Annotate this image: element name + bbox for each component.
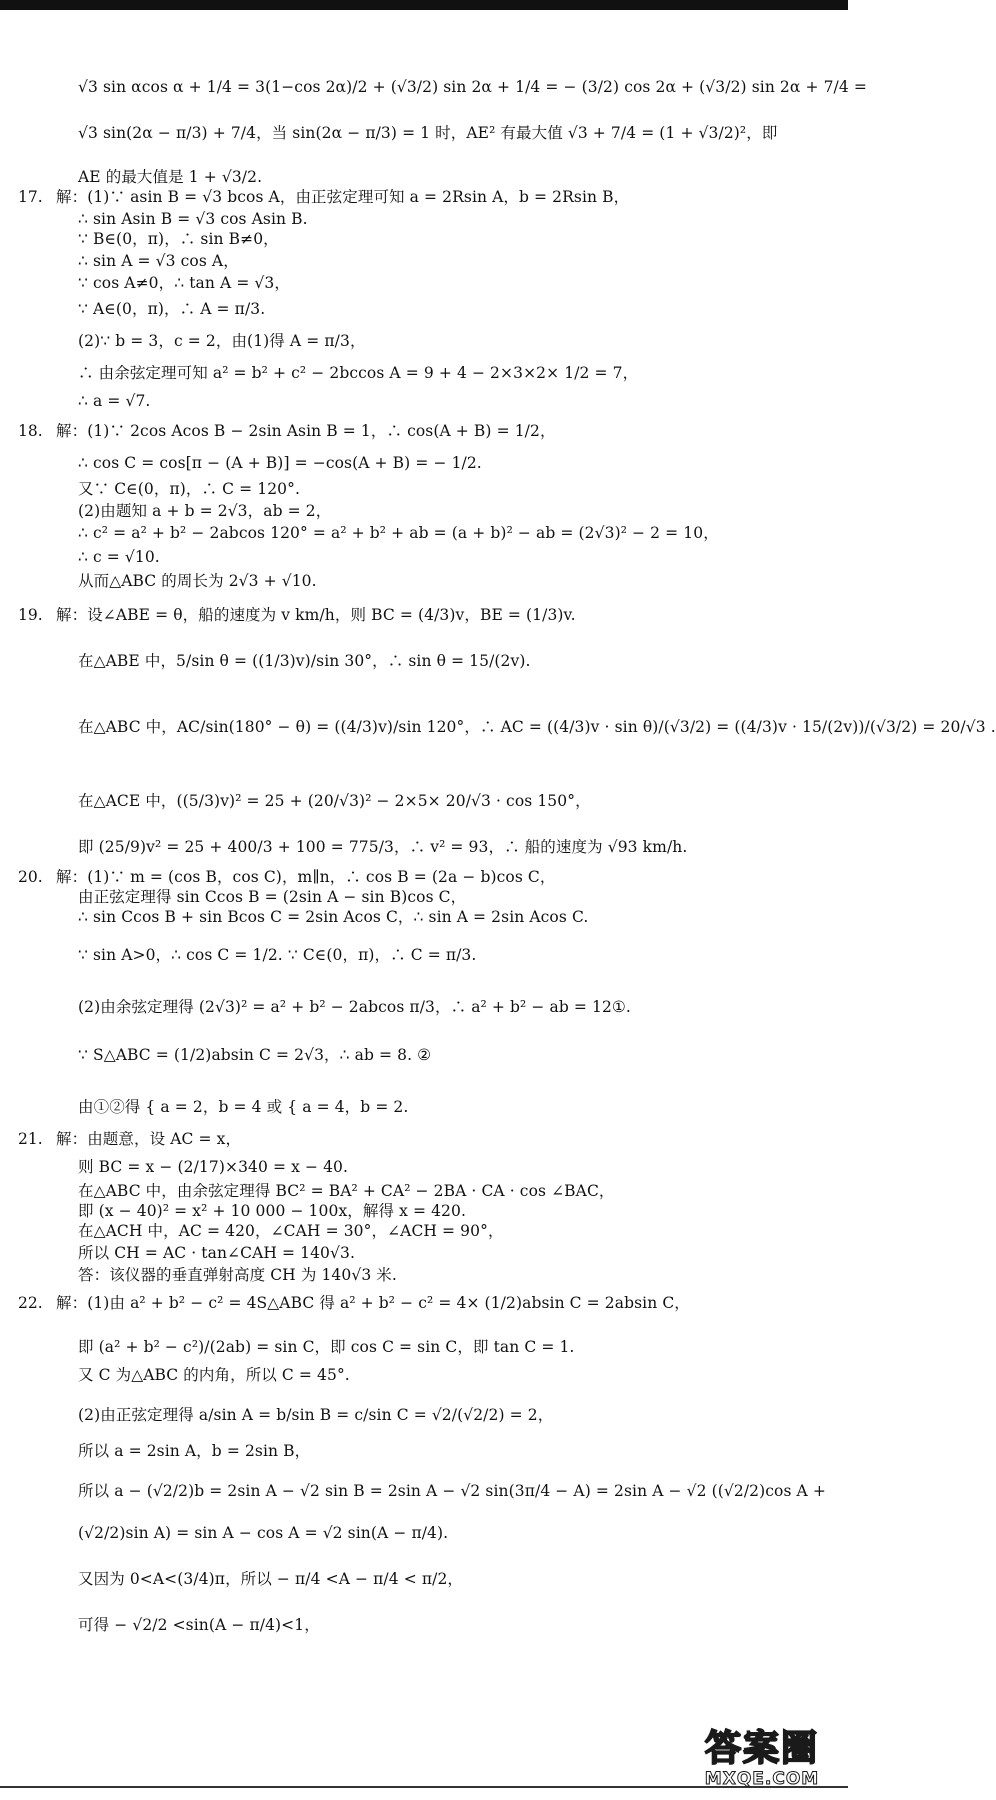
text-line: 解：(1)∵ 2cos Acos B − 2sin Asin B = 1，∴ cos(A + B) = 1/2， — [56, 422, 556, 440]
text-line: 又∵ C∈(0，π)，∴ C = 120°. — [78, 480, 300, 498]
text-line: ∴ sin A = √3 cos A， — [78, 252, 239, 270]
text-line: ∴ c² = a² + b² − 2abcos 120° = a² + b² + ab = (a + b)² − ab = (2√3)² − 2 = 10， — [78, 524, 719, 542]
text-line: 解：(1)∵ asin B = √3 bcos A，由正弦定理可知 a = 2Rsin A，b = 2Rsin B， — [56, 188, 630, 206]
problem-number: 17. — [18, 188, 43, 206]
text-line: (2)由题知 a + b = 2√3，ab = 2， — [78, 502, 332, 520]
text-line: 解：设∠ABE = θ，船的速度为 v km/h，则 BC = (4/3)v，BE = (1/3)v. — [56, 606, 576, 624]
text-line: 解：由题意，设 AC = x， — [56, 1130, 242, 1148]
text-line: ∵ A∈(0，π)，∴ A = π/3. — [78, 300, 266, 318]
text-line: (2)∵ b = 3，c = 2，由(1)得 A = π/3， — [78, 332, 366, 350]
text-line: 所以 CH = AC · tan∠CAH = 140√3. — [78, 1244, 355, 1262]
problem-number: 21. — [18, 1130, 43, 1148]
text-line: 答：该仪器的垂直弹射高度 CH 为 140√3 米. — [78, 1266, 397, 1284]
problem-number: 20. — [18, 868, 43, 886]
text-line: ∴ c = √10. — [78, 548, 160, 566]
text-line: 则 BC = x − (2/17)×340 = x − 40. — [78, 1158, 349, 1176]
text-line: 在△ABC 中，AC/sin(180° − θ) = ((4/3)v)/sin 120°，∴ AC = ((4/3)v · sin θ)/(√3/2) = ((4/3)v · 15/(2v))/(√3/2) = 20/√3 . — [78, 718, 996, 736]
text-line: ∴ a = √7. — [78, 392, 151, 410]
text-line: 即 (25/9)v² = 25 + 400/3 + 100 = 775/3，∴ v² = 93，∴ 船的速度为 √93 km/h. — [78, 838, 688, 856]
text-line: 即 (x − 40)² = x² + 10 000 − 100x，解得 x = 420. — [78, 1202, 467, 1220]
text-line: √3 sin(2α − π/3) + 7/4，当 sin(2α − π/3) = 1 时，AE² 有最大值 √3 + 7/4 = (1 + √3/2)²，即 — [78, 124, 778, 142]
text-line: 即 (a² + b² − c²)/(2ab) = sin C，即 cos C = sin C，即 tan C = 1. — [78, 1338, 575, 1356]
text-line: ∴ sin Ccos B + sin Bcos C = 2sin Acos C，∴ sin A = 2sin Acos C. — [78, 908, 589, 926]
text-line: 在△ACH 中，AC = 420，∠CAH = 30°，∠ACH = 90°， — [78, 1222, 504, 1240]
text-line: (2)由正弦定理得 a/sin A = b/sin B = c/sin C = √2/(√2/2) = 2， — [78, 1406, 554, 1424]
text-line: ∵ S△ABC = (1/2)absin C = 2√3，∴ ab = 8. ② — [78, 1046, 432, 1064]
text-line: ∴ sin Asin B = √3 cos Asin B. — [78, 210, 308, 228]
watermark-domain: MXQE.COM — [704, 1769, 820, 1789]
text-line: ∵ cos A≠0，∴ tan A = √3， — [78, 274, 290, 292]
text-line: 在△ACE 中，((5/3)v)² = 25 + (20/√3)² − 2×5× 20/√3 · cos 150°， — [78, 792, 591, 810]
text-line: 所以 a − (√2/2)b = 2sin A − √2 sin B = 2sin A − √2 sin(3π/4 − A) = 2sin A − √2 ((√2/2)cos A + — [78, 1482, 826, 1500]
text-line: 由正弦定理得 sin Ccos B = (2sin A − sin B)cos C， — [78, 888, 467, 906]
text-line: 解：(1)由 a² + b² − c² = 4S△ABC 得 a² + b² − c² = 4× (1/2)absin C = 2absin C， — [56, 1294, 690, 1312]
text-line: 所以 a = 2sin A，b = 2sin B， — [78, 1442, 311, 1460]
problem-number: 19. — [18, 606, 43, 624]
text-line: 从而△ABC 的周长为 2√3 + √10. — [78, 572, 317, 590]
text-line: 在△ABE 中，5/sin θ = ((1/3)v)/sin 30°，∴ sin θ = 15/(2v). — [78, 652, 531, 670]
text-line: ∵ B∈(0，π)，∴ sin B≠0， — [78, 230, 279, 248]
watermark-chinese: 答案圈 — [704, 1728, 819, 1769]
text-line: ∴ cos C = cos[π − (A + B)] = −cos(A + B) = − 1/2. — [78, 454, 482, 472]
problem-number: 18. — [18, 422, 43, 440]
text-line: 在△ABC 中，由余弦定理得 BC² = BA² + CA² − 2BA · CA · cos ∠BAC， — [78, 1182, 615, 1200]
text-line: ∵ sin A>0，∴ cos C = 1/2. ∵ C∈(0，π)，∴ C = π/3. — [78, 946, 477, 964]
text-line: 解：(1)∵ m = (cos B，cos C)，m∥n，∴ cos B = (2a − b)cos C， — [56, 868, 556, 886]
text-line: 又 C 为△ABC 的内角，所以 C = 45°. — [78, 1366, 350, 1384]
text-line: (2)由余弦定理得 (2√3)² = a² + b² − 2abcos π/3，∴ a² + b² − ab = 12①. — [78, 998, 631, 1016]
text-line: AE 的最大值是 1 + √3/2. — [78, 168, 263, 186]
text-line: 可得 − √2/2 <sin(A − π/4)<1， — [78, 1616, 320, 1634]
text-line: (√2/2)sin A) = sin A − cos A = √2 sin(A − π/4). — [78, 1524, 449, 1542]
text-line: √3 sin αcos α + 1/4 = 3(1−cos 2α)/2 + (√3/2) sin 2α + 1/4 = − (3/2) cos 2α + (√3/2) sin 2α + 7/4 = — [78, 78, 867, 96]
watermark-logo — [688, 1730, 836, 1794]
problem-number: 22. — [18, 1294, 43, 1312]
text-line: 又因为 0<A<(3/4)π，所以 − π/4 <A − π/4 < π/2， — [78, 1570, 464, 1588]
text-line: 由①②得 { a = 2，b = 4 或 { a = 4，b = 2. — [78, 1098, 409, 1116]
text-line: ∴ 由余弦定理可知 a² = b² + c² − 2bccos A = 9 + 4 − 2×3×2× 1/2 = 7， — [78, 364, 639, 382]
